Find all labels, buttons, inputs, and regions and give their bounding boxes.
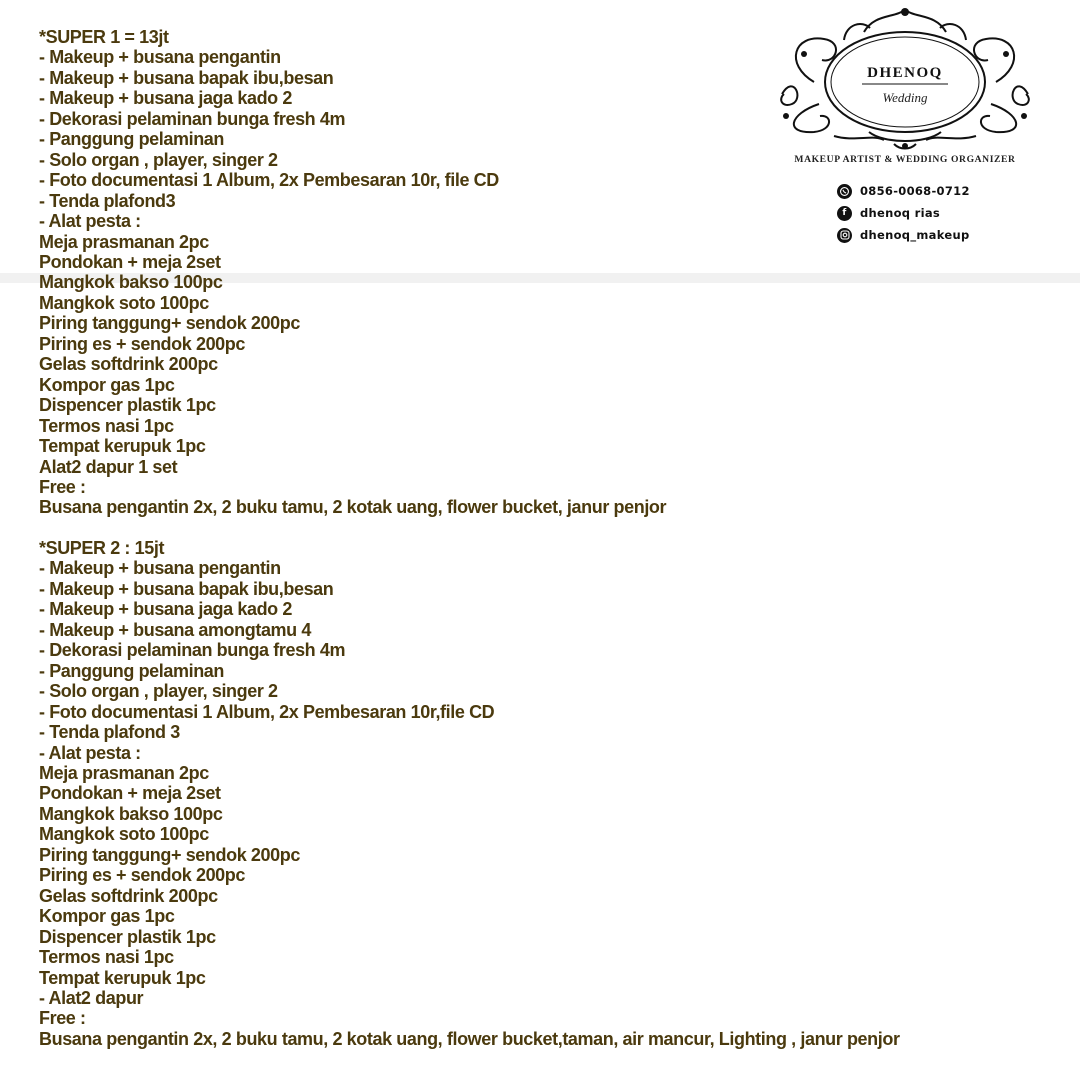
package-line: Tempat kerupuk 1pc — [39, 436, 206, 457]
package-line: - Makeup + busana bapak ibu,besan — [39, 578, 334, 599]
instagram-icon — [837, 228, 852, 243]
package-title: *SUPER 1 = 13jt — [39, 27, 169, 47]
package-line: - Makeup + busana jaga kado 2 — [39, 88, 292, 109]
package-super-2 — [39, 538, 999, 1049]
package-line: - Alat2 dapur — [39, 987, 144, 1008]
package-line: Pondokan + meja 2set — [39, 783, 221, 804]
package-line: - Foto documentasi 1 Album, 2x Pembesaran 10r,file CD — [39, 701, 495, 722]
package-line: Busana pengantin 2x, 2 buku tamu, 2 kotak uang, flower bucket,taman, air mancur, Lighting , janur penjor — [39, 1028, 900, 1049]
brand-subtitle: Wedding — [882, 90, 928, 105]
package-line: Pondokan + meja 2set — [39, 251, 221, 272]
contact-facebook-name: dhenoq rias — [860, 206, 941, 220]
contact-instagram — [837, 224, 970, 246]
package-line: - Alat pesta : — [39, 211, 141, 232]
package-line: - Dekorasi pelaminan bunga fresh 4m — [39, 108, 346, 129]
package-line: Alat2 dapur 1 set — [39, 456, 178, 477]
package-line: Meja prasmanan 2pc — [39, 231, 209, 252]
brand-tagline: MAKEUP ARTIST & WEDDING ORGANIZER — [794, 154, 1016, 165]
whatsapp-icon — [837, 184, 852, 199]
package-line: Busana pengantin 2x, 2 buku tamu, 2 kotak uang, flower bucket, janur penjor — [39, 497, 667, 518]
package-line: Piring tanggung+ sendok 200pc — [39, 313, 300, 334]
package-line: Kompor gas 1pc — [39, 374, 175, 395]
package-line: - Panggung pelaminan — [39, 660, 225, 681]
package-line: Termos nasi 1pc — [39, 947, 174, 968]
contact-facebook — [837, 202, 970, 224]
package-line: - Dekorasi pelaminan bunga fresh 4m — [39, 640, 346, 661]
package-line: - Solo organ , player, singer 2 — [39, 681, 278, 702]
package-line: - Foto documentasi 1 Album, 2x Pembesaran 10r, file CD — [39, 170, 499, 191]
package-line: Tempat kerupuk 1pc — [39, 967, 206, 988]
package-line: Gelas softdrink 200pc — [39, 354, 218, 375]
package-line: Dispencer plastik 1pc — [39, 395, 216, 416]
contact-instagram-handle: dhenoq_makeup — [860, 228, 970, 242]
package-line: - Makeup + busana jaga kado 2 — [39, 599, 292, 620]
package-line: Mangkok bakso 100pc — [39, 803, 223, 824]
package-line: Mangkok soto 100pc — [39, 292, 209, 313]
package-line: Dispencer plastik 1pc — [39, 926, 216, 947]
package-line: Kompor gas 1pc — [39, 906, 175, 927]
package-line: Termos nasi 1pc — [39, 415, 174, 436]
contact-list — [837, 180, 970, 246]
contact-phone: 0856-0068-0712 — [860, 184, 970, 198]
package-line: Mangkok soto 100pc — [39, 824, 209, 845]
package-line: - Tenda plafond3 — [39, 190, 176, 211]
package-line: Meja prasmanan 2pc — [39, 762, 209, 783]
brand-name: DHENOQ — [867, 65, 943, 81]
package-line: - Makeup + busana amongtamu 4 — [39, 619, 311, 640]
package-line: - Makeup + busana pengantin — [39, 47, 281, 68]
package-line: Free : — [39, 476, 86, 497]
package-line: Piring tanggung+ sendok 200pc — [39, 844, 300, 865]
brand-logo — [770, 4, 1040, 254]
package-line: Free : — [39, 1008, 86, 1029]
package-line: - Tenda plafond 3 — [39, 722, 180, 743]
package-line: - Alat pesta : — [39, 742, 141, 763]
package-line: Mangkok bakso 100pc — [39, 272, 223, 293]
package-line: - Makeup + busana bapak ibu,besan — [39, 67, 334, 88]
package-line: - Panggung pelaminan — [39, 129, 225, 150]
package-line: Gelas softdrink 200pc — [39, 885, 218, 906]
package-line: - Solo organ , player, singer 2 — [39, 149, 278, 170]
facebook-icon: f — [837, 206, 852, 221]
package-line: Piring es + sendok 200pc — [39, 865, 245, 886]
contact-whatsapp — [837, 180, 970, 202]
package-title: *SUPER 2 : 15jt — [39, 538, 165, 558]
package-line: - Makeup + busana pengantin — [39, 558, 281, 579]
package-line: Piring es + sendok 200pc — [39, 333, 245, 354]
